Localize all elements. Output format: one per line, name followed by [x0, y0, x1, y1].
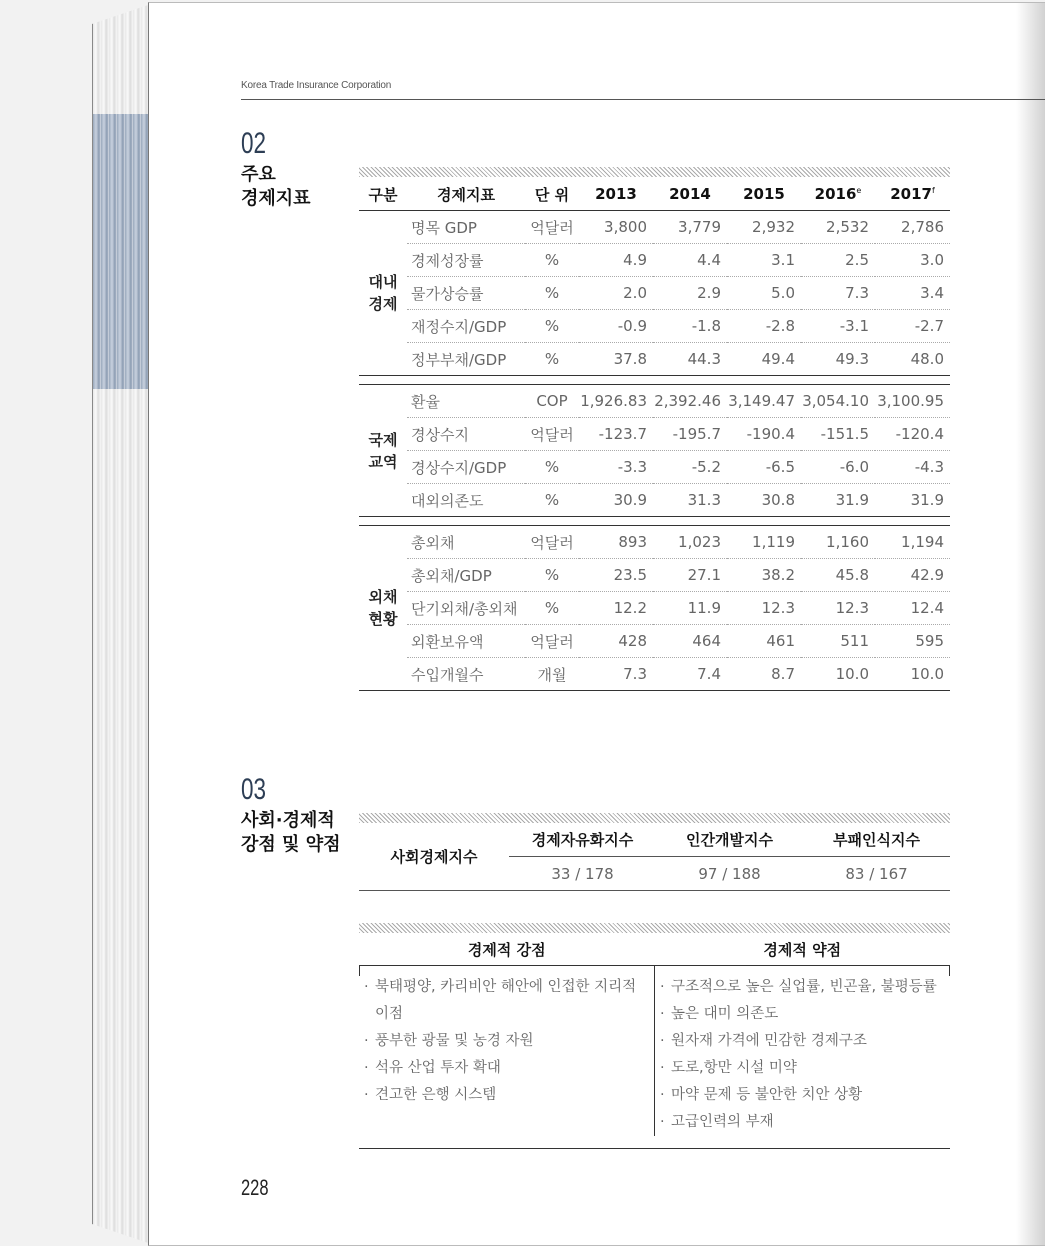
indicator-unit: %	[525, 451, 579, 484]
group-divider	[359, 517, 950, 526]
indicator-value: 3,149.47	[727, 385, 801, 418]
indicator-value: 10.0	[801, 658, 875, 691]
indicator-value: 3,779	[653, 211, 727, 244]
indicator-unit: %	[525, 559, 579, 592]
section-3-number: 03	[241, 773, 267, 806]
section-3-title-line2: 강점 및 약점	[241, 834, 341, 855]
indicator-value: 12.3	[801, 592, 875, 625]
strength-item: · 견고한 은행 시스템	[359, 1082, 654, 1109]
indicator-value: -2.7	[875, 310, 950, 343]
indicator-value: 42.9	[875, 559, 950, 592]
indicator-value: 49.3	[801, 343, 875, 376]
indicator-value: 4.4	[653, 244, 727, 277]
table-row	[359, 385, 950, 418]
group-label	[359, 526, 407, 691]
indicator-value: -6.5	[727, 451, 801, 484]
group-label-line1: 외채	[368, 588, 398, 606]
group-spacer	[359, 376, 950, 385]
page-shadow	[1016, 3, 1045, 1245]
indicator-value: 5.0	[727, 277, 801, 310]
indicator-value: -151.5	[801, 418, 875, 451]
indicator-value: 37.8	[579, 343, 653, 376]
indicator-unit: %	[525, 484, 579, 517]
section-3-title-line1: 사회·경제적	[241, 810, 335, 831]
indicator-unit: %	[525, 310, 579, 343]
indicator-unit: 개월	[525, 658, 579, 691]
economic-indicators-table	[359, 178, 950, 691]
col-header-2017	[875, 178, 950, 211]
running-head: Korea Trade Insurance Corporation	[241, 80, 392, 91]
indicator-value: -1.8	[653, 310, 727, 343]
year-2017-label: 2017	[890, 185, 932, 203]
indicator-name: 경상수지	[407, 418, 525, 451]
indicator-value: 1,160	[801, 526, 875, 559]
col-header-indicator: 경제지표	[407, 178, 525, 211]
social-index-table	[359, 823, 950, 891]
indicator-name: 총외채	[407, 526, 525, 559]
indicator-value: 27.1	[653, 559, 727, 592]
indicator-value: 3.4	[875, 277, 950, 310]
header-rule	[241, 99, 1045, 100]
indicator-unit: %	[525, 592, 579, 625]
page-number: 228	[241, 1175, 269, 1200]
indicator-value: 38.2	[727, 559, 801, 592]
table-row	[359, 310, 950, 343]
indicator-value: 7.3	[801, 277, 875, 310]
indicator-value: 31.9	[801, 484, 875, 517]
strengths-title: 경제적 강점	[467, 941, 546, 959]
indicator-value: -4.3	[875, 451, 950, 484]
group-label-line1: 국제	[368, 430, 398, 449]
indicator-value: 3,100.95	[875, 385, 950, 418]
section-2-number: 02	[241, 127, 267, 160]
indicator-value: 11.9	[653, 592, 727, 625]
social-index-label: 사회경제지수	[359, 823, 509, 891]
indicator-value: -190.4	[727, 418, 801, 451]
indicator-unit: 억달러	[525, 526, 579, 559]
indicator-name: 재정수지/GDP	[407, 310, 525, 343]
indicator-name: 명목 GDP	[407, 211, 525, 244]
table-row	[359, 592, 950, 625]
index-value-2: 97 / 188	[656, 857, 803, 891]
table-row	[359, 211, 950, 244]
book-edge-band	[93, 114, 151, 389]
table-row	[359, 244, 950, 277]
group-label-line2: 교역	[368, 452, 398, 471]
strength-item: · 북태평양, 카리비안 해안에 인접한 지리적 이점	[359, 974, 654, 1028]
table-row	[359, 451, 950, 484]
col-header-2015: 2015	[727, 178, 801, 211]
indicator-value: 3.1	[727, 244, 801, 277]
indicator-value: 44.3	[653, 343, 727, 376]
indicator-value: 3.0	[875, 244, 950, 277]
weaknesses-title: 경제적 약점	[763, 941, 842, 959]
indicator-value: -120.4	[875, 418, 950, 451]
book-edge	[92, 4, 151, 1244]
indicator-value: 48.0	[875, 343, 950, 376]
indicator-value: 2,392.46	[653, 385, 727, 418]
indicator-name: 환율	[407, 385, 525, 418]
group-label-line2: 현황	[368, 610, 398, 628]
index-name-2: 인간개발지수	[656, 823, 803, 857]
col-header-unit: 단 위	[525, 178, 579, 211]
section-2-title-line2: 경제지표	[241, 188, 311, 209]
social-index-header-row	[359, 823, 950, 857]
weaknesses-list	[654, 966, 950, 1136]
col-header-2016	[801, 178, 875, 211]
indicator-value: 12.4	[875, 592, 950, 625]
indicator-name: 외환보유액	[407, 625, 525, 658]
table-row	[359, 484, 950, 517]
indicator-value: 31.3	[653, 484, 727, 517]
index-value-1: 33 / 178	[509, 857, 656, 891]
indicator-value: 2.9	[653, 277, 727, 310]
indicator-value: 511	[801, 625, 875, 658]
table-row	[359, 418, 950, 451]
weakness-item: · 고급인력의 부재	[655, 1109, 950, 1136]
indicator-name: 대외의존도	[407, 484, 525, 517]
indicator-value: -123.7	[579, 418, 653, 451]
indicator-value: 2,532	[801, 211, 875, 244]
indicator-name: 총외채/GDP	[407, 559, 525, 592]
indicator-value: 3,800	[579, 211, 653, 244]
indicator-value: 12.2	[579, 592, 653, 625]
indicator-value: 893	[579, 526, 653, 559]
table-row	[359, 343, 950, 376]
table-row	[359, 526, 950, 559]
indicator-unit: %	[525, 244, 579, 277]
col-header-category: 구분	[359, 178, 407, 211]
indicator-value: -5.2	[653, 451, 727, 484]
indicator-value: 45.8	[801, 559, 875, 592]
strength-item: · 석유 산업 투자 확대	[359, 1055, 654, 1082]
indicator-value: -195.7	[653, 418, 727, 451]
index-name-1: 경제자유화지수	[509, 823, 656, 857]
group-divider	[359, 376, 950, 385]
indicator-value: 2,932	[727, 211, 801, 244]
group-spacer	[359, 517, 950, 526]
indicator-unit: %	[525, 343, 579, 376]
indicator-value: -3.1	[801, 310, 875, 343]
table-row	[359, 658, 950, 691]
indicator-value: 3,054.10	[801, 385, 875, 418]
group-label	[359, 211, 407, 376]
indicator-value: 10.0	[875, 658, 950, 691]
table-header-row	[359, 178, 950, 211]
indicator-value: 49.4	[727, 343, 801, 376]
indicator-value: 464	[653, 625, 727, 658]
table-row	[359, 277, 950, 310]
indicator-value: -3.3	[579, 451, 653, 484]
indicator-unit: COP	[525, 385, 579, 418]
indicator-value: 1,926.83	[579, 385, 653, 418]
indicator-value: 595	[875, 625, 950, 658]
indicator-value: 1,023	[653, 526, 727, 559]
weakness-item: · 마약 문제 등 불안한 치안 상황	[655, 1082, 950, 1109]
indicator-value: 30.8	[727, 484, 801, 517]
indicator-value: 428	[579, 625, 653, 658]
weakness-item: · 높은 대미 의존도	[655, 1001, 950, 1028]
social-hatch-bar	[359, 813, 950, 823]
index-name-3: 부패인식지수	[803, 823, 950, 857]
indicator-value: 12.3	[727, 592, 801, 625]
indicator-value: 4.9	[579, 244, 653, 277]
indicator-name: 수입개월수	[407, 658, 525, 691]
indicator-value: 7.4	[653, 658, 727, 691]
indicator-value: 2.0	[579, 277, 653, 310]
group-label-line1: 대내	[368, 273, 398, 291]
year-2016-mark: e	[856, 186, 862, 195]
year-2016-label: 2016	[814, 185, 857, 203]
indicator-name: 정부부채/GDP	[407, 343, 525, 376]
section-3-title	[241, 809, 340, 857]
weakness-item: · 구조적으로 높은 실업률, 빈곤율, 불평등률	[655, 974, 950, 1001]
indicator-value: 8.7	[727, 658, 801, 691]
col-header-2014: 2014	[653, 178, 727, 211]
sw-body	[359, 966, 950, 1149]
indicator-value: 1,119	[727, 526, 801, 559]
indicator-value: 7.3	[579, 658, 653, 691]
indicator-unit: 억달러	[525, 418, 579, 451]
indicator-unit: %	[525, 277, 579, 310]
group-label	[359, 385, 407, 517]
year-2017-mark: f	[931, 186, 935, 195]
indicator-value: 31.9	[875, 484, 950, 517]
indicator-value: 461	[727, 625, 801, 658]
table-row	[359, 559, 950, 592]
indicator-name: 단기외채/총외채	[407, 592, 525, 625]
indicator-unit: 억달러	[525, 211, 579, 244]
indicator-value: -0.9	[579, 310, 653, 343]
table-hatch-bar	[359, 167, 950, 177]
group-label-line2: 경제	[368, 295, 398, 313]
indicator-name: 경상수지/GDP	[407, 451, 525, 484]
table-row	[359, 625, 950, 658]
indicator-name: 경제성장률	[407, 244, 525, 277]
indicator-value: 1,194	[875, 526, 950, 559]
indicator-unit: 억달러	[525, 625, 579, 658]
indicator-value: -2.8	[727, 310, 801, 343]
col-header-2013: 2013	[579, 178, 653, 211]
indicator-name: 물가상승률	[407, 277, 525, 310]
indicator-value: 23.5	[579, 559, 653, 592]
indicator-value: -6.0	[801, 451, 875, 484]
index-value-3: 83 / 167	[803, 857, 950, 891]
section-2-title-line1: 주요	[241, 164, 276, 185]
section-2-title	[241, 163, 311, 211]
strengths-list	[359, 966, 654, 1136]
strengths-weaknesses-table	[359, 935, 950, 1149]
indicator-value: 2,786	[875, 211, 950, 244]
indicator-value: 30.9	[579, 484, 653, 517]
strength-item: · 풍부한 광물 및 농경 자원	[359, 1028, 654, 1055]
weakness-item: · 원자재 가격에 민감한 경제구조	[655, 1028, 950, 1055]
sw-hatch-bar	[359, 923, 950, 933]
indicator-value: 2.5	[801, 244, 875, 277]
sw-header-row	[359, 935, 950, 966]
weakness-item: · 도로,항만 시설 미약	[655, 1055, 950, 1082]
document-page	[148, 2, 1045, 1246]
